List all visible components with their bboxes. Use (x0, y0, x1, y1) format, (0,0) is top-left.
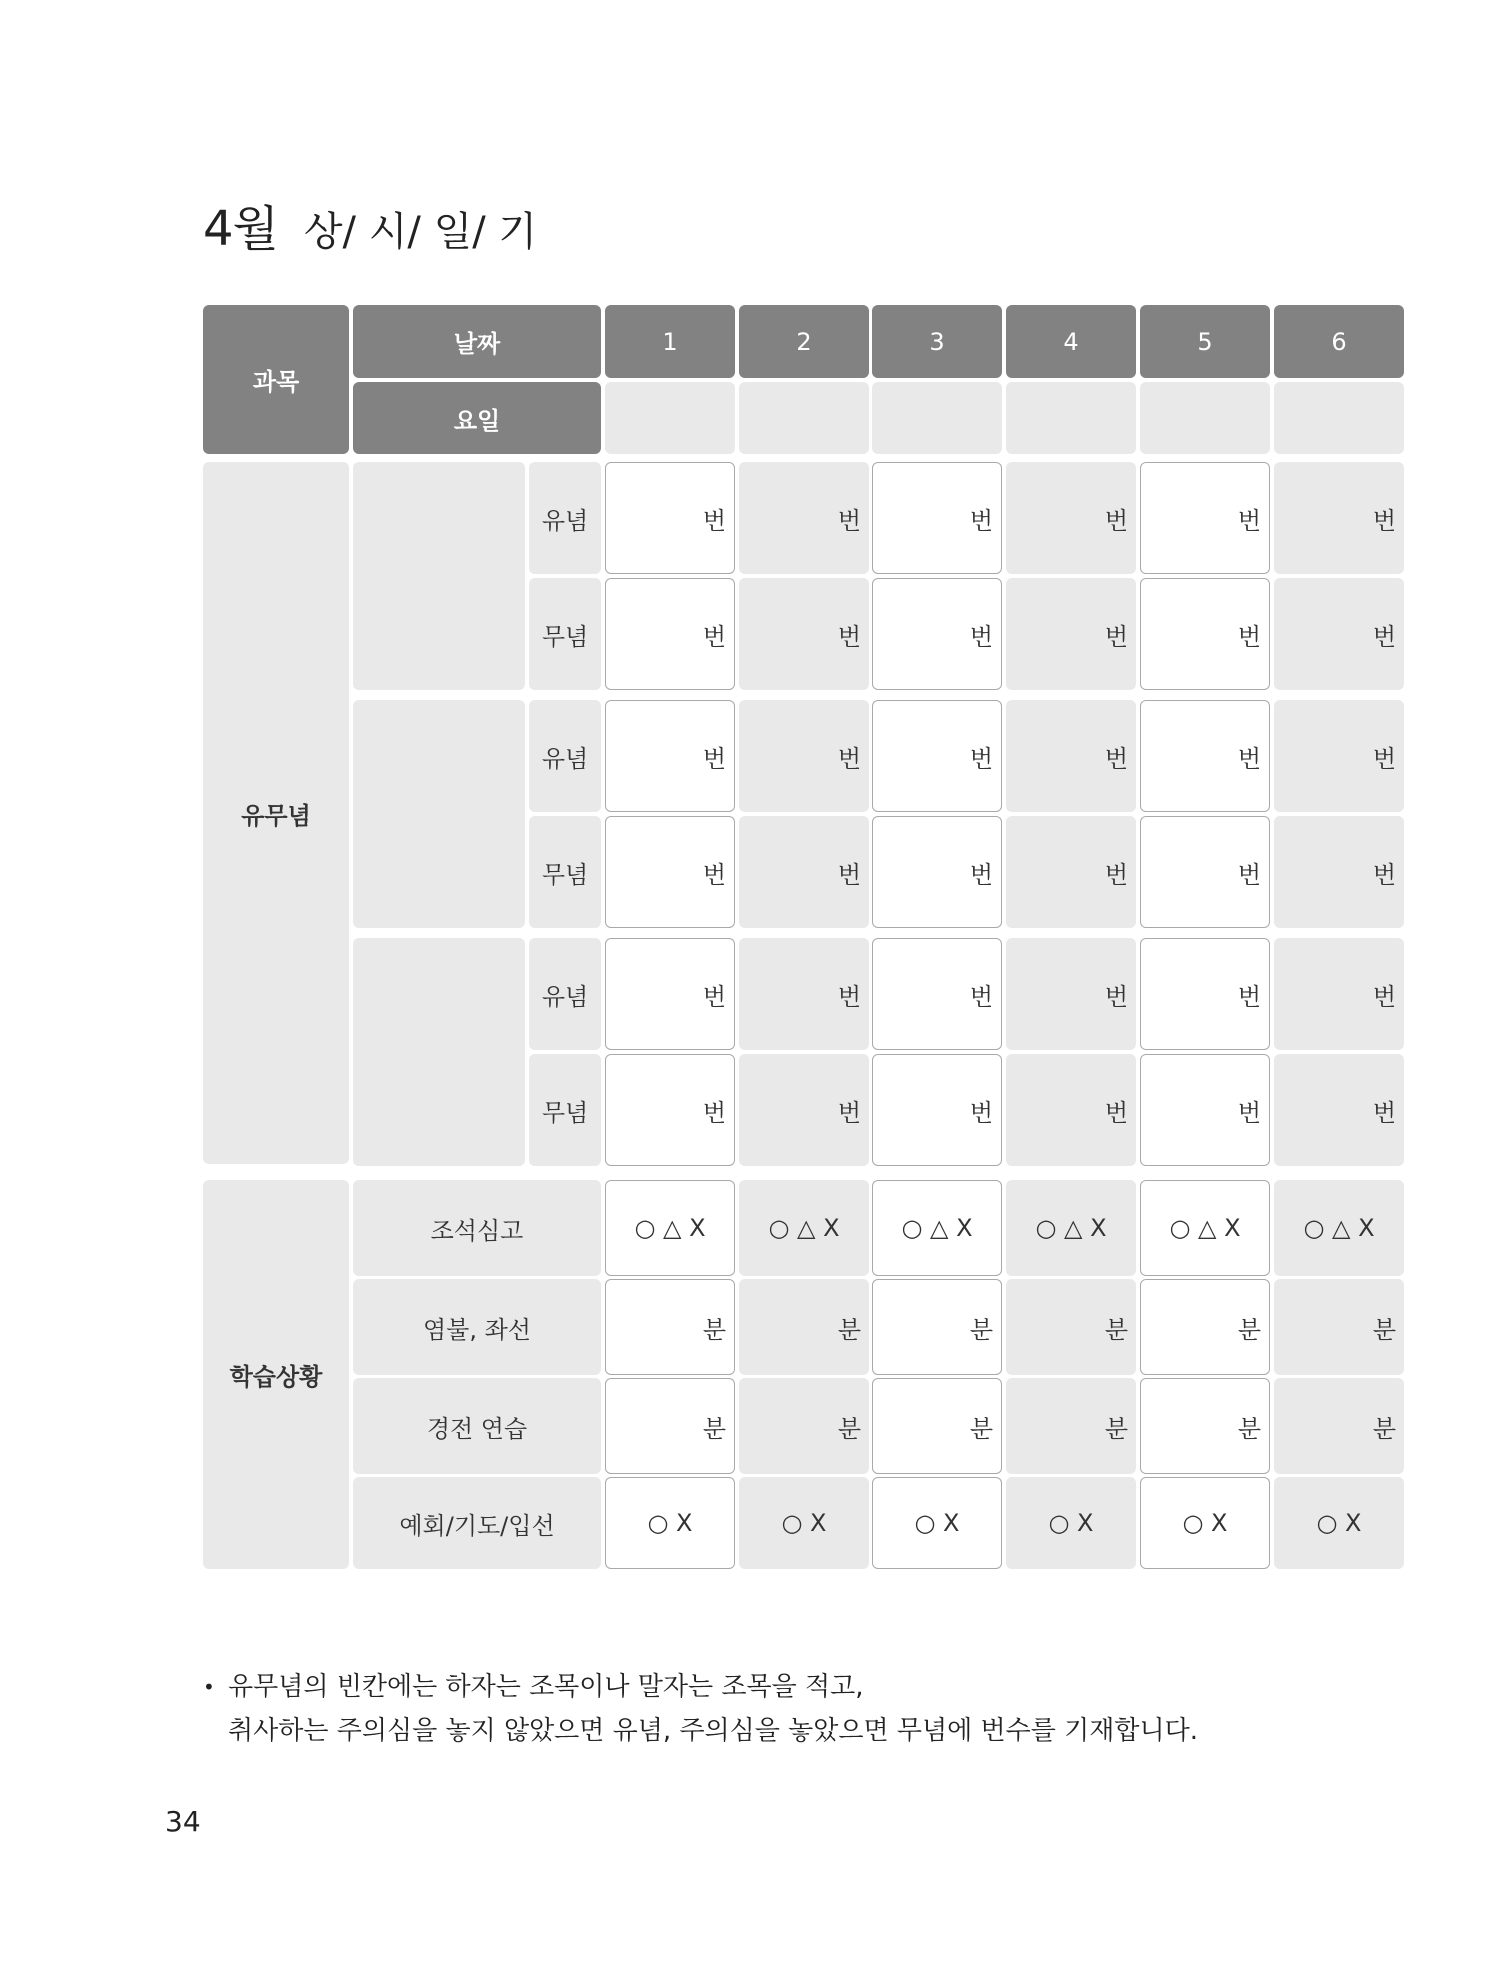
count-cell[interactable]: 번 (1274, 938, 1404, 1050)
count-cell[interactable]: 번 (1006, 816, 1136, 928)
check-cell[interactable]: ○ △ X (605, 1180, 735, 1276)
minutes-cell[interactable]: 분 (605, 1279, 735, 1375)
header-weekday: 요일 (353, 382, 601, 454)
count-cell[interactable]: 번 (739, 816, 869, 928)
weekday-cell-3[interactable] (872, 382, 1002, 454)
count-cell[interactable]: 번 (872, 700, 1002, 812)
check-cell[interactable]: ○ X (605, 1477, 735, 1569)
count-cell[interactable]: 번 (1140, 462, 1270, 574)
check-cell[interactable]: ○ X (739, 1477, 869, 1569)
yumu-item-input-3[interactable] (353, 938, 525, 1166)
title-subtitle: 상/ 시/ 일/ 기 (303, 209, 538, 255)
count-cell[interactable]: 번 (1274, 816, 1404, 928)
footnote (203, 1665, 1198, 1753)
count-cell[interactable]: 번 (605, 816, 735, 928)
count-cell[interactable]: 번 (872, 938, 1002, 1050)
count-cell[interactable]: 번 (1006, 1054, 1136, 1166)
yumu-row-label: 무념 (529, 1054, 601, 1166)
check-cell[interactable]: ○ X (1140, 1477, 1270, 1569)
study-row-label: 예회/기도/입선 (353, 1477, 601, 1569)
footnote-line-2: 취사하는 주의심을 놓지 않았으면 유념, 주의심을 놓았으면 무념에 번수를 기재합니다. (228, 1716, 1198, 1746)
count-cell[interactable]: 번 (1140, 816, 1270, 928)
count-cell[interactable]: 번 (739, 700, 869, 812)
minutes-cell[interactable]: 분 (872, 1378, 1002, 1474)
minutes-cell[interactable]: 분 (1140, 1378, 1270, 1474)
header-day-1: 1 (605, 305, 735, 378)
count-cell[interactable]: 번 (872, 578, 1002, 690)
count-cell[interactable]: 번 (1140, 700, 1270, 812)
yumu-item-input-2[interactable] (353, 700, 525, 928)
count-cell[interactable]: 번 (872, 816, 1002, 928)
check-cell[interactable]: ○ X (1006, 1477, 1136, 1569)
minutes-cell[interactable]: 분 (872, 1279, 1002, 1375)
minutes-cell[interactable]: 분 (1140, 1279, 1270, 1375)
count-cell[interactable]: 번 (1140, 578, 1270, 690)
count-cell[interactable]: 번 (1006, 462, 1136, 574)
count-cell[interactable]: 번 (605, 938, 735, 1050)
count-cell[interactable]: 번 (1006, 700, 1136, 812)
weekday-cell-1[interactable] (605, 382, 735, 454)
check-cell[interactable]: ○ △ X (1274, 1180, 1404, 1276)
count-cell[interactable]: 번 (1006, 938, 1136, 1050)
check-cell[interactable]: ○ X (872, 1477, 1002, 1569)
count-cell[interactable]: 번 (872, 1054, 1002, 1166)
minutes-cell[interactable]: 분 (739, 1378, 869, 1474)
header-day-2: 2 (739, 305, 869, 378)
count-cell[interactable]: 번 (605, 1054, 735, 1166)
header-date: 날짜 (353, 305, 601, 378)
count-cell[interactable]: 번 (1274, 700, 1404, 812)
yumu-item-input-1[interactable] (353, 462, 525, 690)
header-day-3: 3 (872, 305, 1002, 378)
count-cell[interactable]: 번 (1274, 462, 1404, 574)
minutes-cell[interactable]: 분 (1274, 1279, 1404, 1375)
yumu-row-label: 무념 (529, 578, 601, 690)
yumu-row-label: 유념 (529, 462, 601, 574)
footnote-line-1: 유무념의 빈칸에는 하자는 조목이나 말자는 조목을 적고, (228, 1672, 864, 1702)
yumu-row-label: 유념 (529, 938, 601, 1050)
count-cell[interactable]: 번 (1140, 1054, 1270, 1166)
count-cell[interactable]: 번 (1140, 938, 1270, 1050)
check-cell[interactable]: ○ △ X (739, 1180, 869, 1276)
page-number: 34 (165, 1805, 201, 1838)
check-cell[interactable]: ○ △ X (1006, 1180, 1136, 1276)
section-yumu-label: 유무념 (203, 462, 349, 1164)
weekday-cell-4[interactable] (1006, 382, 1136, 454)
count-cell[interactable]: 번 (605, 700, 735, 812)
count-cell[interactable]: 번 (872, 462, 1002, 574)
header-day-6: 6 (1274, 305, 1404, 378)
count-cell[interactable]: 번 (739, 1054, 869, 1166)
yumu-row-label: 무념 (529, 816, 601, 928)
minutes-cell[interactable]: 분 (1274, 1378, 1404, 1474)
header-day-5: 5 (1140, 305, 1270, 378)
check-cell[interactable]: ○ X (1274, 1477, 1404, 1569)
weekday-cell-6[interactable] (1274, 382, 1404, 454)
header-day-4: 4 (1006, 305, 1136, 378)
weekday-cell-2[interactable] (739, 382, 869, 454)
minutes-cell[interactable]: 분 (605, 1378, 735, 1474)
count-cell[interactable]: 번 (1274, 1054, 1404, 1166)
count-cell[interactable]: 번 (1274, 578, 1404, 690)
yumu-row-label: 유념 (529, 700, 601, 812)
weekday-cell-5[interactable] (1140, 382, 1270, 454)
minutes-cell[interactable]: 분 (1006, 1279, 1136, 1375)
count-cell[interactable]: 번 (605, 462, 735, 574)
count-cell[interactable]: 번 (739, 938, 869, 1050)
minutes-cell[interactable]: 분 (739, 1279, 869, 1375)
count-cell[interactable]: 번 (739, 462, 869, 574)
check-cell[interactable]: ○ △ X (1140, 1180, 1270, 1276)
minutes-cell[interactable]: 분 (1006, 1378, 1136, 1474)
header-subject: 과목 (203, 305, 349, 454)
count-cell[interactable]: 번 (1006, 578, 1136, 690)
check-cell[interactable]: ○ △ X (872, 1180, 1002, 1276)
section-study-label: 학습상황 (203, 1180, 349, 1569)
bullet-icon: • (203, 1675, 215, 1699)
study-row-label: 경전 연습 (353, 1378, 601, 1474)
study-row-label: 조석심고 (353, 1180, 601, 1276)
count-cell[interactable]: 번 (605, 578, 735, 690)
study-row-label: 염불, 좌선 (353, 1279, 601, 1375)
count-cell[interactable]: 번 (739, 578, 869, 690)
title-month: 4월 (203, 201, 278, 257)
